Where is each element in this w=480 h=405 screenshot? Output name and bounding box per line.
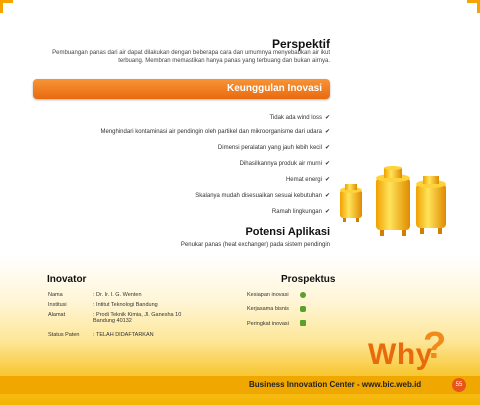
advantage-item <box>286 176 330 183</box>
partnership-icon <box>300 306 306 312</box>
inovator-row <box>48 292 203 298</box>
page-number-badge: 55 <box>452 378 466 392</box>
advantage-item <box>218 144 330 151</box>
check-icon: ✔ <box>324 161 330 167</box>
footer-text: Business Innovation Center - www.bic.web.id <box>249 380 422 389</box>
advantage-text: Dihasilkannya produk air murni <box>239 161 322 167</box>
inovator-title: Inovator <box>47 274 87 285</box>
corner-mark-right <box>467 0 480 13</box>
small-tank <box>340 184 362 222</box>
inovator-row <box>48 312 203 324</box>
advantage-text: Menghindari kontaminasi air pendingin oleh partikel dan mikroorganisme dari udara <box>100 129 322 135</box>
row-value: : TELAH DIDAFTARKAN <box>93 332 154 338</box>
cooling-tower-illustration <box>336 160 456 240</box>
perspektif-title: Perspektif <box>271 37 330 51</box>
keunggulan-title: Keunggulan Inovasi <box>226 83 322 94</box>
row-value: : Prodi Teknik Kimia, Jl. Ganesha 10 Bandung 40132 <box>93 312 182 324</box>
corner-mark-left <box>0 0 13 13</box>
advantage-text: Skalanya mudah disesuaikan sesuai kebutuhan <box>195 193 322 199</box>
row-key: Nama <box>48 292 63 298</box>
check-icon: ✔ <box>324 129 330 135</box>
readiness-icon <box>300 292 306 298</box>
check-icon: ✔ <box>324 145 330 151</box>
advantage-item <box>195 192 330 199</box>
check-icon: ✔ <box>324 209 330 215</box>
advantage-text: Dimensi peralatan yang jauh lebih kecil <box>217 145 322 151</box>
check-icon: ✔ <box>324 193 330 199</box>
row-value: : Dr. Ir. I. G. Wenten <box>93 292 142 298</box>
large-tank <box>376 166 410 236</box>
row-key: Status Paten <box>48 332 80 338</box>
row-key: Alamat <box>48 312 66 318</box>
footer-bar <box>0 376 480 394</box>
advantage-item <box>101 128 331 135</box>
why-logo: Why <box>368 338 433 371</box>
keunggulan-banner <box>33 79 330 99</box>
inovator-row <box>48 302 203 308</box>
potensi-title: Potensi Aplikasi <box>245 226 330 238</box>
advantage-text: Hemat energi <box>285 177 322 183</box>
medium-tank <box>416 176 446 234</box>
rating-thumb-icon <box>300 320 306 326</box>
question-mark-logo: ? <box>423 325 447 367</box>
check-icon: ✔ <box>324 177 330 183</box>
advantage-text: Tidak ada wind loss <box>269 115 322 121</box>
potensi-text: Penukar panas (heat exchanger) pada sistem pendingin <box>180 242 330 248</box>
row-key: Institusi <box>48 302 67 308</box>
prospektus-row: Peringkat inovasi <box>247 321 289 327</box>
prospektus-title: Prospektus <box>281 274 336 285</box>
advantage-text: Ramah lingkungan <box>271 209 322 215</box>
row-value: : Intitut Teknologi Bandung <box>93 302 158 308</box>
inovator-row <box>48 332 203 338</box>
advantage-item <box>240 160 330 167</box>
advantage-item <box>272 208 330 215</box>
perspektif-text: Pembuangan panas dari air dapat dilakukan dengan beberapa cara dan umumnya menyebabkan air ikut terbuang. Membran memastikan hanya panas yang terbuang dan bukan airnya. <box>52 50 330 64</box>
prospektus-row: Kesiapan inovasi <box>247 292 289 298</box>
advantage-item <box>269 114 330 121</box>
check-icon: ✔ <box>324 115 330 121</box>
prospektus-row: Kerjasama bisnis <box>247 306 289 312</box>
